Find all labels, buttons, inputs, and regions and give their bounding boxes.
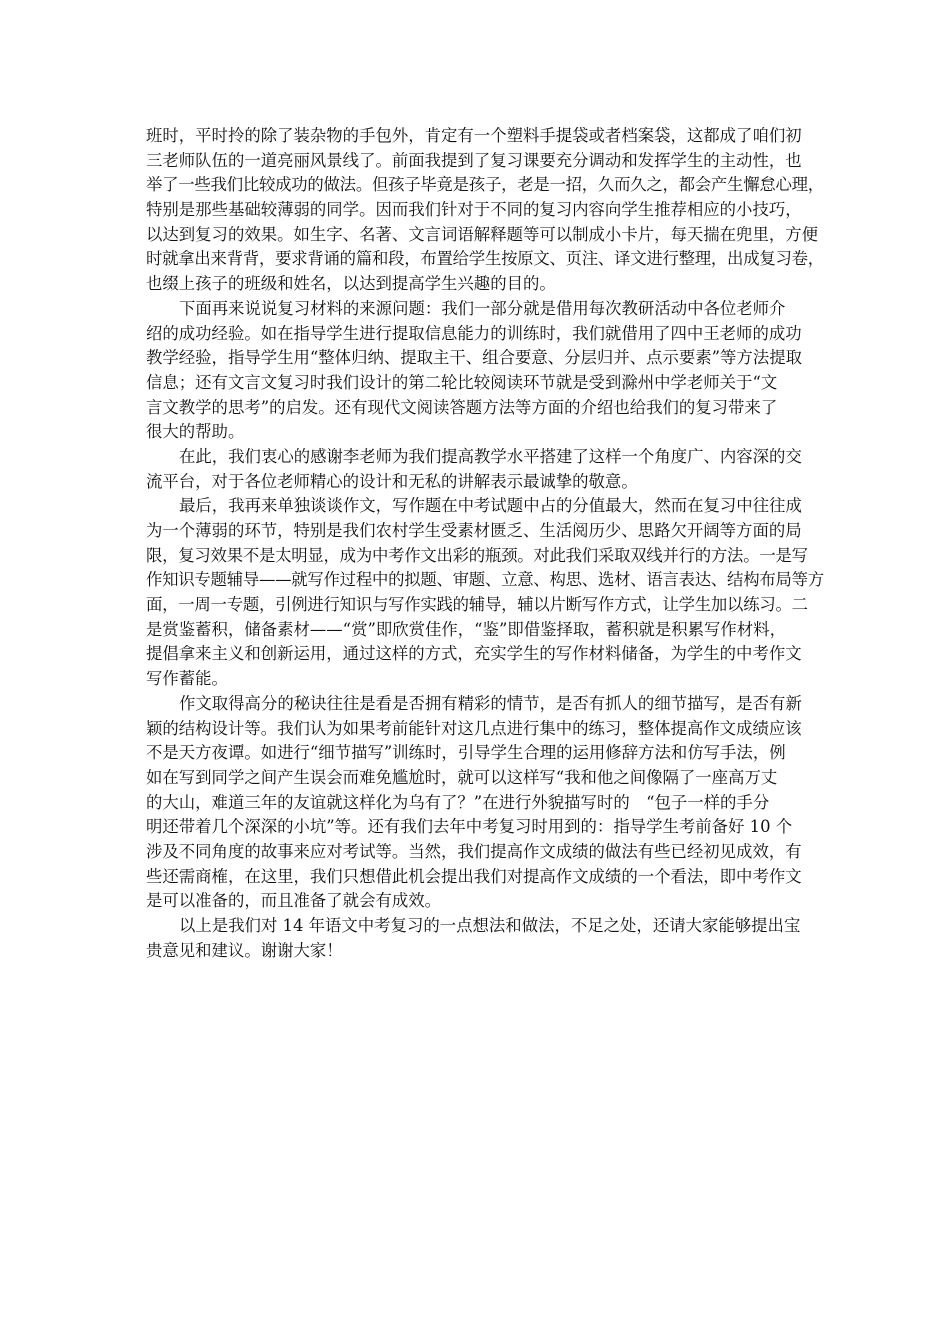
text-line: 如在写到同学之间产生误会而难免尴尬时，就可以这样写“我和他之间像隔了一座高万丈 — [146, 767, 778, 787]
text-line: 是可以准备的，而且准备了就会有成效。 — [146, 891, 442, 911]
text-line: 绍的成功经验。如在指导学生进行提取信息能力的训练时，我们就借用了四中王老师的成功 — [146, 323, 802, 343]
text-line: 颖的结构设计等。我们认为如果考前能针对这几点进行集中的练习，整体提高作文成绩应该 — [146, 718, 802, 738]
text-line: 的大山，难道三年的友谊就这样化为乌有了？”在进行外貌描写时的 “包子一样的手分 — [146, 792, 770, 812]
text-line: 最后，我再来单独谈谈作文，写作题在中考试题中占的分值最大，然而在复习中往往成 — [179, 496, 802, 516]
text-line: 教学经验，指导学生用“整体归纳、提取主干、组合要意、分层归并、点示要素”等方法提取 — [146, 348, 802, 368]
text-line: 三老师队伍的一道亮丽风景线了。前面我提到了复习课要充分调动和发挥学生的主动性，也 — [146, 150, 802, 170]
text-line: 不是天方夜谭。如进行“细节描写”训练时，引导学生合理的运用修辞方法和仿写手法，例 — [146, 743, 786, 763]
text-line: 提倡拿来主义和创新运用，通过这样的方式，充实学生的写作材料储备，为学生的中考作文 — [146, 644, 802, 664]
text-line: 很大的帮助。 — [146, 422, 245, 442]
text-line: 举了一些我们比较成功的做法。但孩子毕竟是孩子，老是一招，久而久之，都会产生懈怠心理， — [146, 175, 824, 195]
text-line: 以上是我们对 14 年语文中考复习的一点想法和做法，不足之处，还请大家能够提出宝 — [179, 916, 801, 935]
text-line: 以达到复习的效果。如生字、名著、文言词语解释题等可以制成小卡片，每天揣在兜里，方便 — [146, 224, 819, 244]
text-line: 作知识专题辅导——就写作过程中的拟题、审题、立意、构思、选材、语言表达、结构布局等方 — [146, 570, 824, 590]
document-body — [146, 124, 824, 963]
text-line: 面，一周一专题，引例进行知识与写作实践的辅导，辅以片断写作方式，让学生加以练习。二 — [146, 595, 808, 615]
text-line: 流平台，对于各位老师精心的设计和无私的讲解表示最诚挚的敬意。 — [146, 471, 638, 491]
text-line: 特别是那些基础较薄弱的同学。因而我们针对于不同的复习内容向学生推荐相应的小技巧， — [146, 200, 802, 220]
text-line: 是赏鉴蓄积，储备素材——“赏”即欣赏佳作，“鉴”即借鉴择取，蓄积就是积累写作材料， — [146, 619, 786, 639]
text-line: 信息；还有文言文复习时我们设计的第二轮比较阅读环节就是受到滁州中学老师关于“文 — [146, 372, 778, 392]
text-line: 时就拿出来背背，要求背诵的篇和段，布置给学生按原文、页注、译文进行整理，出成复习卷， — [146, 249, 824, 269]
text-line: 明还带着几个深深的小坑”等。还有我们去年中考复习时用到的：指导学生考前备好 10 个 — [146, 817, 793, 837]
text-line: 限，复习效果不是太明显，成为中考作文出彩的瓶颈。对此我们采取双线并行的方法。一是写 — [146, 545, 808, 565]
text-line: 言文教学的思考”的启发。还有现代文阅读答题方法等方面的介绍也给我们的复习带来了 — [146, 397, 778, 417]
text-line: 下面再来说说复习材料的来源问题：我们一部分就是借用每次教研活动中各位老师介 — [179, 298, 786, 318]
text-line: 作文取得高分的秘诀往往是看是否拥有精彩的情节，是否有抓人的细节描写，是否有新 — [179, 693, 802, 713]
text-line: 也缀上孩子的班级和姓名，以达到提高学生兴趣的目的。 — [146, 274, 556, 294]
text-line: 些还需商榷，在这里，我们只想借此机会提出我们对提高作文成绩的一个看法，即中考作文 — [146, 866, 802, 886]
text-line: 在此，我们衷心的感谢李老师为我们提高教学水平搭建了这样一个角度广、内容深的交 — [179, 446, 802, 466]
text-line: 写作蓄能。 — [146, 669, 228, 689]
text-line: 贵意见和建议。谢谢大家！ — [146, 940, 343, 960]
text-line: 为一个薄弱的环节，特别是我们农村学生受素材匮乏、生活阅历少、思路欠开阔等方面的局 — [146, 521, 802, 540]
text-line: 班时，平时拎的除了装杂物的手包外，肯定有一个塑料手提袋或者档案袋，这都成了咱们初 — [146, 126, 802, 145]
text-line: 涉及不同角度的故事来应对考试等。当然，我们提高作文成绩的做法有些已经初见成效，有 — [146, 841, 802, 861]
